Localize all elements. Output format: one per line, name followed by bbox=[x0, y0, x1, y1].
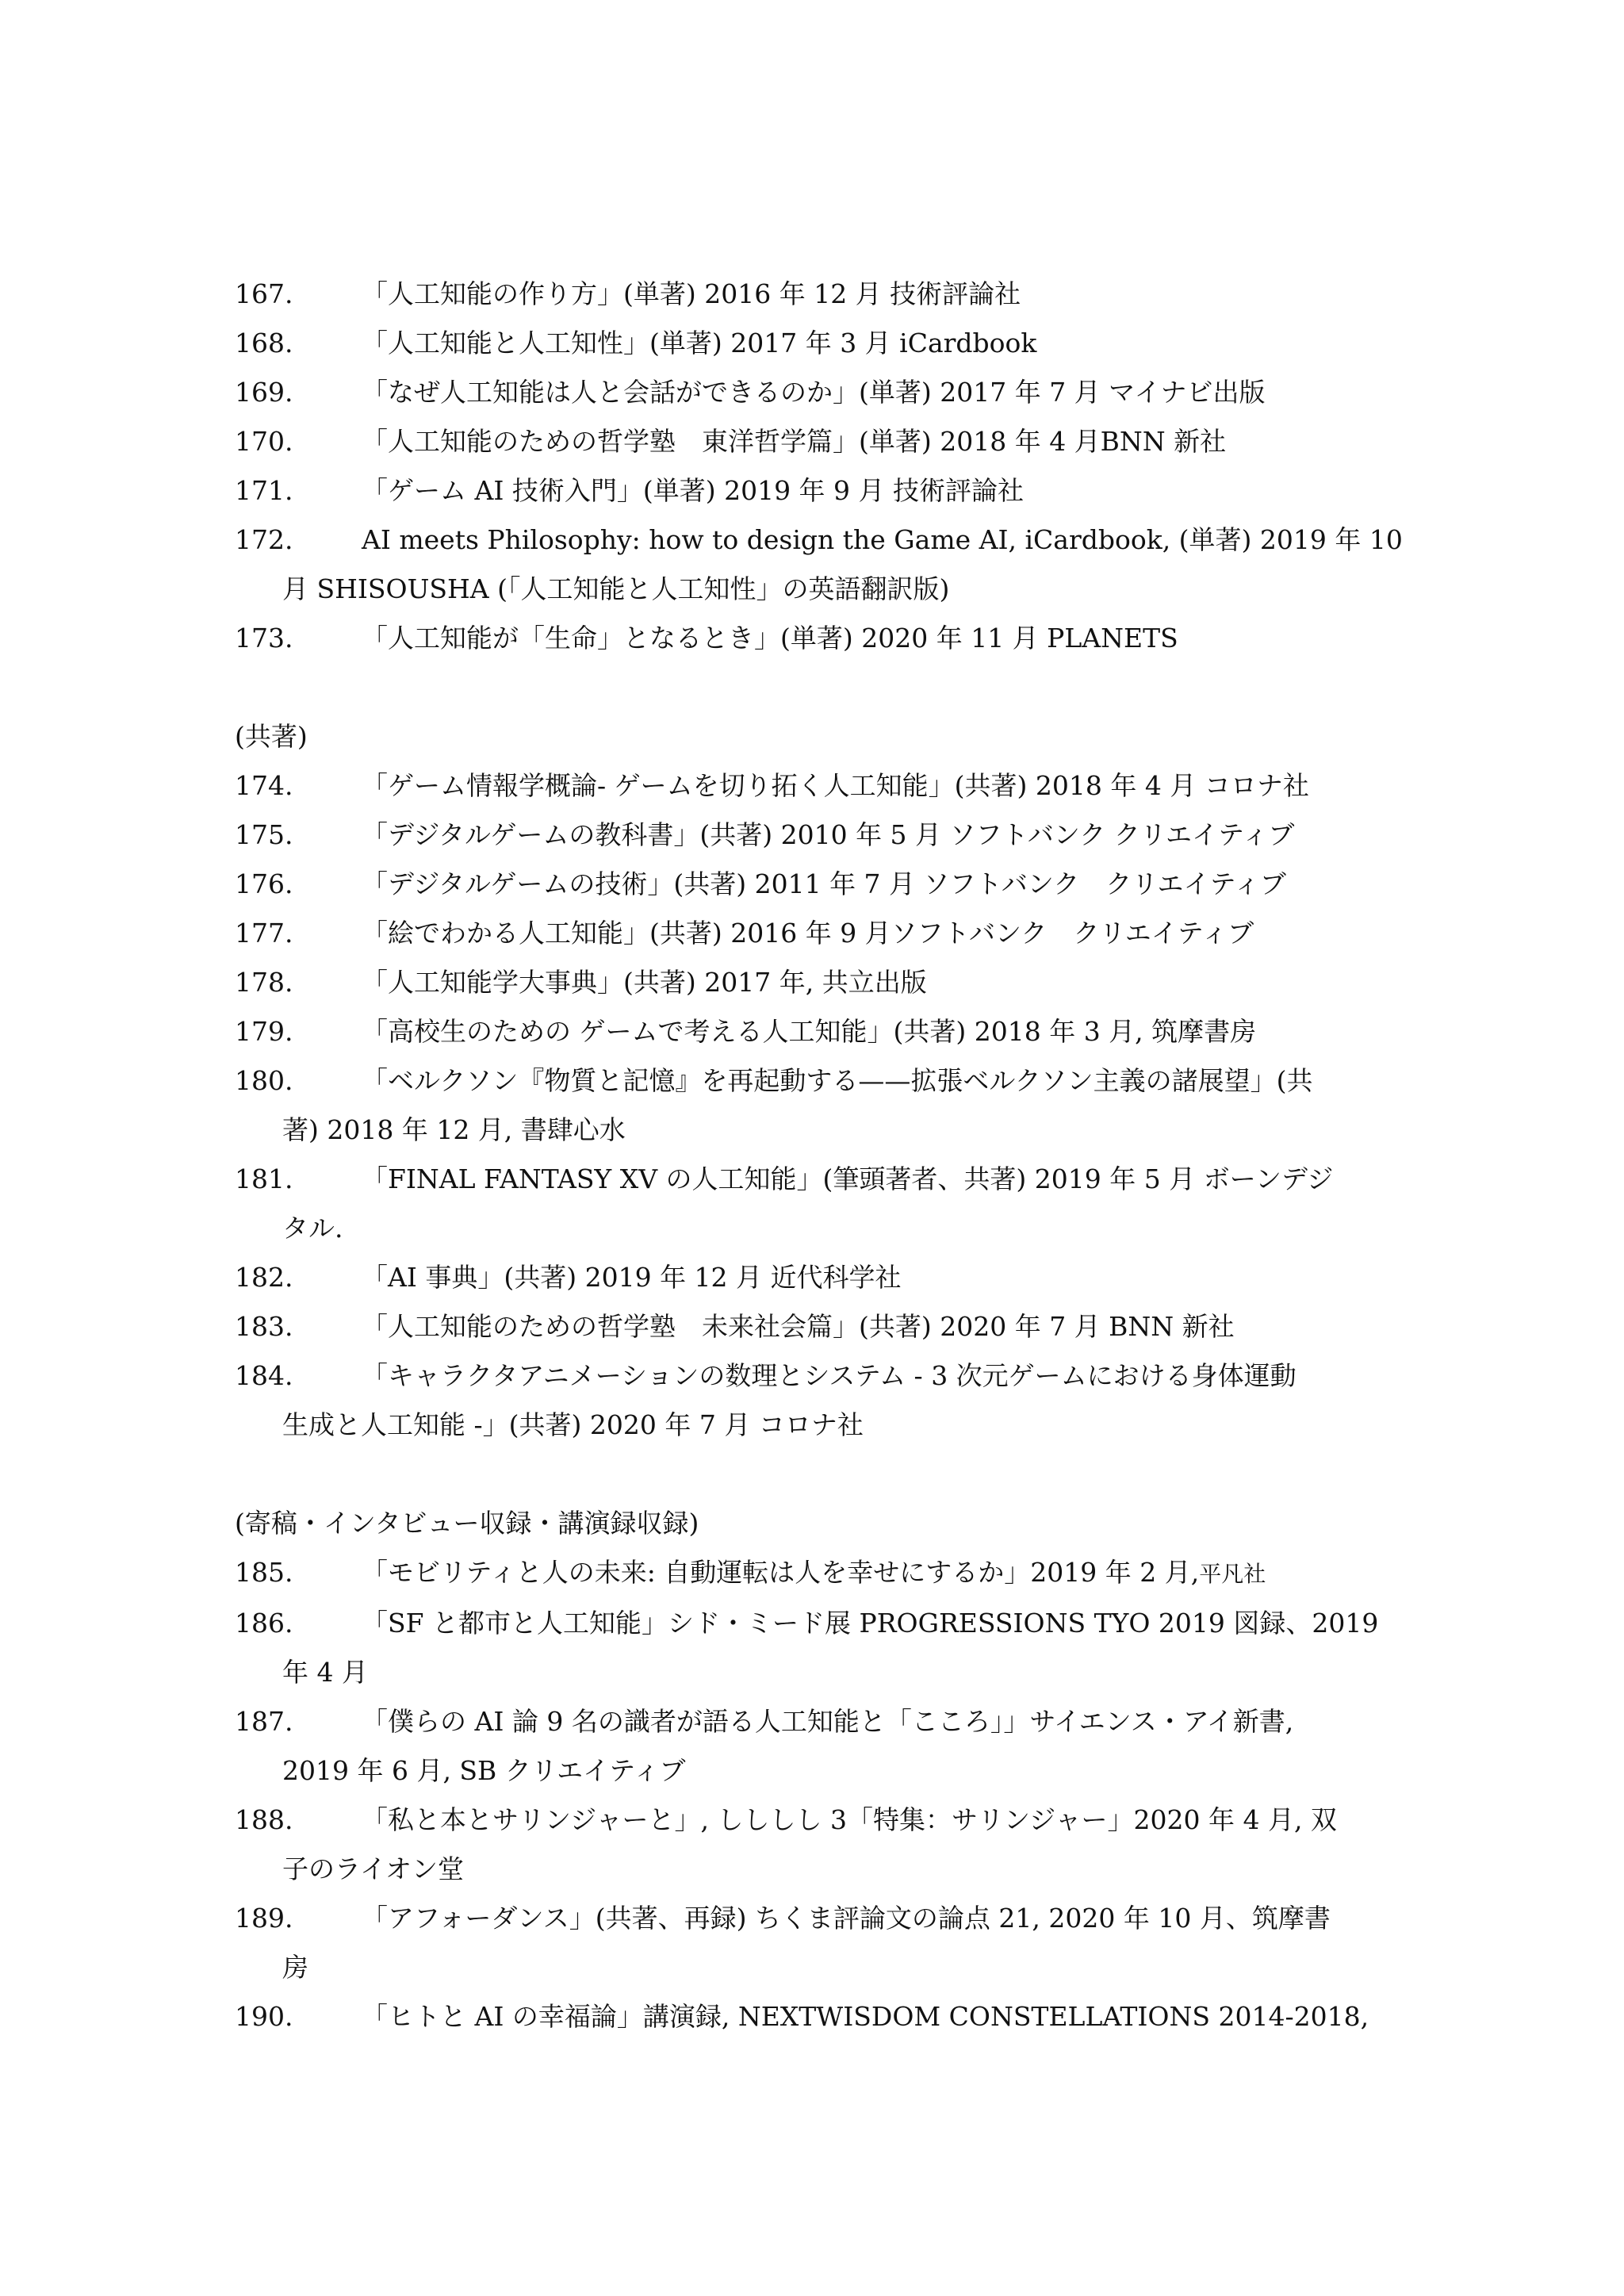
bibliography-entry bbox=[235, 614, 1400, 663]
entry-text: 「FINAL FANTASY XV の人工知能」(筆頭著者、共著) 2019 年 5 月 ボーンデジ bbox=[362, 1163, 1334, 1194]
entry-number: 171. bbox=[235, 475, 293, 506]
bibliography-entry bbox=[235, 270, 1400, 319]
entry-text: 「高校生のための ゲームで考える人工知能」(共著) 2018 年 3 月, 筑摩書房 bbox=[362, 1016, 1257, 1047]
bibliography-entry bbox=[235, 1697, 1400, 1796]
entry-number: 185. bbox=[235, 1557, 293, 1588]
entry-text: 「絵でわかる人工知能」(共著) 2016 年 9 月ソフトバンク クリエイティブ bbox=[362, 918, 1254, 949]
bibliography-entry bbox=[235, 1302, 1400, 1351]
entry-number: 170. bbox=[235, 426, 293, 457]
bibliography-entry bbox=[235, 958, 1400, 1007]
entry-text: 「ゲーム AI 技術入門」(単著) 2019 年 9 月 技術評論社 bbox=[362, 475, 1025, 506]
entry-number: 186. bbox=[235, 1608, 293, 1639]
entry-number: 173. bbox=[235, 623, 293, 654]
entry-text: 「アフォーダンス」(共著、再録) ちくま評論文の論点 21, 2020 年 10 月、筑摩書 bbox=[362, 1903, 1331, 1934]
entry-number: 169. bbox=[235, 377, 293, 408]
entry-number: 175. bbox=[235, 819, 293, 850]
bibliography-entry bbox=[235, 1796, 1400, 1894]
coauthored-works bbox=[235, 761, 1400, 1450]
entry-continuation: 生成と人工知能 -」(共著) 2020 年 7 月 コロナ社 bbox=[282, 1409, 864, 1440]
entry-number: 168. bbox=[235, 328, 293, 358]
bibliography-entry bbox=[235, 1351, 1400, 1450]
bibliography-entry bbox=[235, 1007, 1400, 1056]
single-author-works bbox=[235, 270, 1403, 663]
entry-text: 「人工知能のための哲学塾 東洋哲学篇」(単著) 2018 年 4 月BNN 新社 bbox=[362, 426, 1227, 457]
entry-text: 「人工知能の作り方」(単著) 2016 年 12 月 技術評論社 bbox=[362, 278, 1021, 309]
bibliography-entry bbox=[235, 811, 1400, 860]
entry-text: 「なぜ人工知能は人と会話ができるのか」(単著) 2017 年 7 月 マイナビ出版 bbox=[362, 377, 1266, 408]
entry-text: 「人工知能のための哲学塾 未来社会篇」(共著) 2020 年 7 月 BNN 新社 bbox=[362, 1311, 1235, 1342]
entry-continuation: 著) 2018 年 12 月, 書肆心水 bbox=[282, 1114, 626, 1145]
entry-text: 「デジタルゲームの技術」(共著) 2011 年 7 月 ソフトバンク クリエイティブ bbox=[362, 868, 1286, 899]
bibliography-entry bbox=[235, 909, 1400, 958]
entry-number: 176. bbox=[235, 868, 293, 899]
entry-number: 178. bbox=[235, 967, 293, 998]
entry-number: 180. bbox=[235, 1065, 293, 1096]
entry-number: 183. bbox=[235, 1311, 293, 1342]
entry-number: 190. bbox=[235, 2001, 293, 2032]
entry-continuation: タル. bbox=[282, 1213, 343, 1244]
entry-continuation: 年 4 月 bbox=[282, 1657, 368, 1688]
entry-text: 「私と本とサリンジャーと」, しししし 3「特集：サリンジャー」2020 年 4 月, 双 bbox=[362, 1804, 1337, 1835]
entry-number: 174. bbox=[235, 770, 293, 801]
bibliography-entry bbox=[235, 1056, 1400, 1155]
bibliography-list bbox=[235, 270, 1403, 2041]
entry-text: 「ベルクソン『物質と記憶』を再起動する——拡張ベルクソン主義の諸展望」(共 bbox=[362, 1065, 1313, 1096]
entry-continuation: 2019 年 6 月, SB クリエイティブ bbox=[282, 1755, 686, 1786]
entry-continuation: 房 bbox=[282, 1952, 308, 1983]
entry-continuation: 月 SHISOUSHA (「人工知能と人工知性」の英語翻訳版) bbox=[282, 573, 950, 604]
entry-text: 「ゲーム情報学概論- ゲームを切り拓く人工知能」(共著) 2018 年 4 月 コロナ社 bbox=[362, 770, 1309, 801]
bibliography-entry bbox=[235, 516, 1403, 614]
bibliography-entry bbox=[235, 1253, 1400, 1302]
bibliography-entry bbox=[235, 466, 1400, 516]
entry-number: 177. bbox=[235, 918, 293, 949]
entry-number: 184. bbox=[235, 1360, 293, 1391]
bibliography-entry bbox=[235, 1599, 1400, 1697]
bibliography-entry bbox=[235, 860, 1400, 909]
entry-text: 「人工知能学大事典」(共著) 2017 年, 共立出版 bbox=[362, 967, 927, 998]
entry-text: 「AI 事典」(共著) 2019 年 12 月 近代科学社 bbox=[362, 1262, 902, 1293]
entry-number: 188. bbox=[235, 1804, 293, 1835]
bibliography-entry bbox=[235, 417, 1400, 466]
entry-text: 「ヒトと AI の幸福論」講演録, NEXTWISDOM CONSTELLATIONS 2014-2018, bbox=[362, 2001, 1369, 2032]
entry-number: 172. bbox=[235, 524, 293, 555]
bibliography-entry bbox=[235, 319, 1400, 368]
entry-text: AI meets Philosophy: how to design the Game AI, iCardbook, (単著) 2019 年 10 bbox=[362, 524, 1403, 555]
section-heading-contributions: (寄稿・インタビュー収録・講演録収録) bbox=[235, 1508, 699, 1539]
bibliography-entry bbox=[235, 1992, 1400, 2041]
bibliography-entry bbox=[235, 761, 1400, 811]
bibliography-entry bbox=[235, 1894, 1400, 1992]
section-heading-coauthored: (共著) bbox=[235, 721, 308, 752]
entry-text: 「人工知能が「生命」となるとき」(単著) 2020 年 11 月 PLANETS bbox=[362, 623, 1178, 654]
bibliography-entry bbox=[235, 368, 1400, 417]
entry-number: 179. bbox=[235, 1016, 293, 1047]
entry-text: 「人工知能と人工知性」(単著) 2017 年 3 月 iCardbook bbox=[362, 328, 1037, 358]
entry-number: 182. bbox=[235, 1262, 293, 1293]
entry-publisher: 平凡社 bbox=[1199, 1561, 1266, 1587]
bibliography-entry bbox=[235, 1155, 1400, 1253]
entry-text: 「キャラクタアニメーションの数理とシステム - 3 次元ゲームにおける身体運動 bbox=[362, 1360, 1297, 1391]
entry-text: 「モビリティと人の未来: 自動運転は人を幸せにするか」2019 年 2 月, bbox=[362, 1557, 1200, 1588]
entry-text: 「デジタルゲームの教科書」(共著) 2010 年 5 月 ソフトバンク クリエイティブ bbox=[362, 819, 1295, 850]
entry-number: 189. bbox=[235, 1903, 293, 1934]
entry-number: 187. bbox=[235, 1706, 293, 1737]
contributions-works bbox=[235, 1548, 1400, 2041]
entry-number: 181. bbox=[235, 1163, 293, 1194]
entry-continuation: 子のライオン堂 bbox=[282, 1853, 465, 1884]
entry-text: 「僕らの AI 論 9 名の識者が語る人工知能と「こころ」」サイエンス・アイ新書, bbox=[362, 1706, 1294, 1737]
bibliography-entry bbox=[235, 1548, 1400, 1599]
entry-number: 167. bbox=[235, 278, 293, 309]
entry-text: 「SF と都市と人工知能」シド・ミード展 PROGRESSIONS TYO 2019 図録、2019 bbox=[362, 1608, 1379, 1639]
